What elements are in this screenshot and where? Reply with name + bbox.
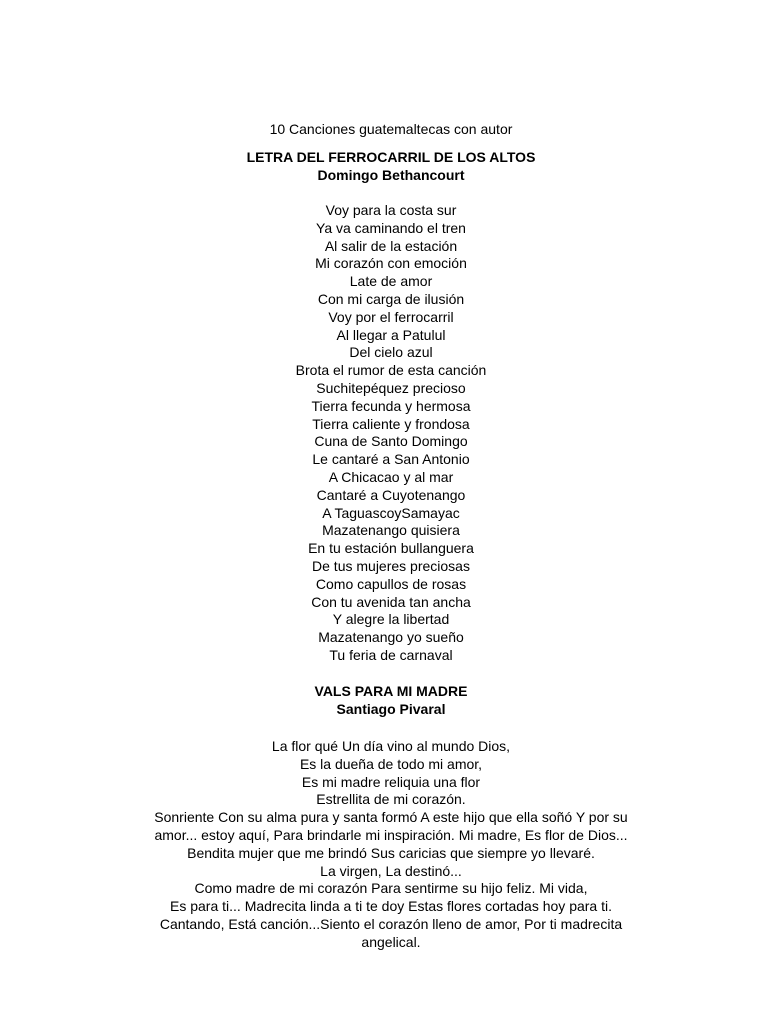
lyric-line: Ya va caminando el tren	[316, 219, 466, 236]
lyric-line: Como madre de mi corazón Para sentirme su hijo feliz. Mi vida,	[194, 880, 588, 897]
lyric-line: Al llegar a Patulul	[336, 326, 446, 343]
lyric-line: Le cantaré a San Antonio	[312, 451, 470, 468]
lyric-line: A TaguascoySamayac	[322, 504, 460, 521]
lyric-line: Brota el rumor de esta canción	[295, 362, 487, 379]
lyric-line: Bendita mujer que me brindó Sus caricias que siempre yo llevaré.	[187, 844, 595, 861]
lyric-line: Como capullos de rosas	[315, 575, 467, 592]
lyric-line: Mazatenango quisiera	[322, 522, 460, 539]
song-author: Domingo Bethancourt	[317, 167, 465, 183]
lyric-line: Del cielo azul	[349, 344, 433, 361]
lyric-line: Cantaré a Cuyotenango	[316, 486, 466, 503]
song-ferrocarril	[0, 148, 768, 665]
lyric-line: Y alegre la libertad	[332, 611, 450, 628]
lyric-line: Suchitepéquez precioso	[316, 379, 466, 396]
lyric-line: Voy por el ferrocarril	[328, 308, 454, 325]
lyric-line: Al salir de la estación	[324, 237, 458, 254]
song-author: Santiago Pivaral	[336, 701, 446, 717]
lyric-line: Mi corazón con emoción	[315, 255, 467, 272]
song-lyrics	[0, 202, 768, 665]
lyric-line: De tus mujeres preciosas	[312, 557, 470, 574]
lyric-line: La virgen, La destinó...	[320, 862, 462, 879]
lyric-line: Tierra caliente y frondosa	[312, 415, 470, 432]
lyric-line: Estrellita de mi corazón.	[316, 791, 466, 808]
song-title: LETRA DEL FERROCARRIL DE LOS ALTOS	[246, 149, 536, 165]
lyric-line: Es para ti... Madrecita linda a ti te doy Estas flores cortadas hoy para ti.	[170, 898, 612, 915]
lyric-line: La flor qué Un día vino al mundo Dios,	[271, 738, 511, 754]
lyric-line: Late de amor	[349, 273, 433, 290]
lyric-line: Cantando, Está canción...Siento el corazón lleno de amor, Por ti madrecita angelical.	[159, 915, 623, 950]
lyric-line: En tu estación bullanguera	[308, 540, 474, 557]
lyric-line: Voy para la costa sur	[325, 202, 457, 218]
document-title: 10 Canciones guatemaltecas con autor	[269, 121, 513, 137]
lyric-line: Con tu avenida tan ancha	[311, 593, 471, 610]
lyric-line: Con mi carga de ilusión	[317, 290, 465, 307]
song-vals	[0, 682, 768, 952]
lyric-line: Es mi madre reliquia una flor	[301, 773, 481, 790]
lyric-line: Es la dueña de todo mi amor,	[299, 755, 483, 772]
lyric-line: Tu feria de carnaval	[329, 646, 453, 663]
lyric-line: Cuna de Santo Domingo	[314, 433, 468, 450]
song-title: VALS PARA MI MADRE	[314, 683, 468, 699]
song-lyrics	[0, 738, 768, 952]
lyric-line: A Chicacao y al mar	[328, 468, 454, 485]
lyric-line: Mazatenango yo sueño	[318, 629, 464, 646]
lyric-line: Sonriente Con su alma pura y santa formó A este hijo que ella soñó Y por su amor... estoy aquí, Para brindarle mi inspiración. Mi madre, Es flor de Dios...	[154, 809, 628, 843]
lyric-line: Tierra fecunda y hermosa	[311, 397, 471, 414]
